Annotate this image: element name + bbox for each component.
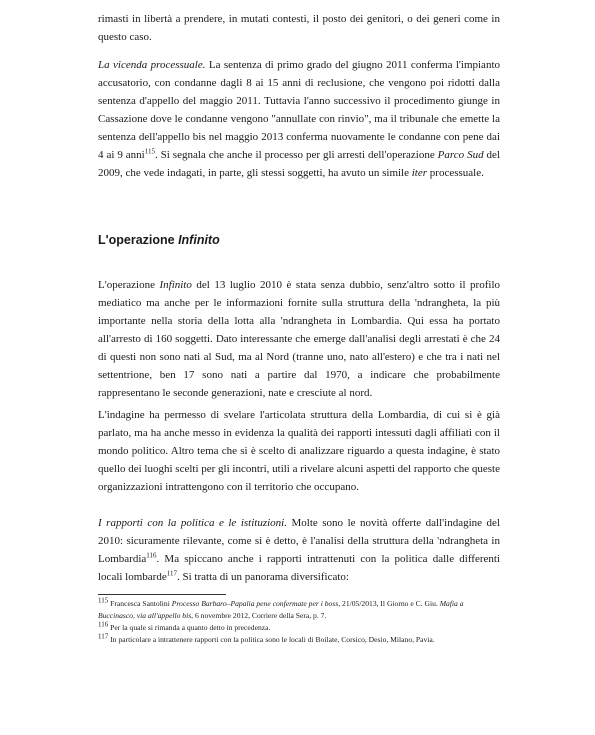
footnote-text: , 6 novembre 2012, Corriere della Sera, p. 7. <box>191 610 327 620</box>
paragraph-text: . Si segnala che anche il processo per gli arresti dell'operazione <box>154 149 438 161</box>
paragraph-text: processuale. <box>427 167 484 179</box>
footnote-117 <box>98 634 500 646</box>
paragraph-rapporti-politica <box>98 514 500 586</box>
emphasis: Infinito <box>159 279 192 291</box>
paragraph-indagine <box>98 406 500 496</box>
paragraph-lead: I rapporti con la politica e le istituzioni. <box>98 517 287 529</box>
footnote-ref[interactable]: 115 <box>144 147 155 156</box>
footnote-116 <box>98 622 500 634</box>
footnote-number: 117 <box>98 632 109 641</box>
paragraph-continuation <box>98 10 500 46</box>
emphasis: Parco Sud <box>437 149 484 161</box>
footnote-text: Francesca Santolini <box>108 599 172 608</box>
section-heading <box>98 233 220 247</box>
footnote-text: , 21/05/2013, Il Giorno e C. Giu. <box>338 599 440 608</box>
paragraph-text: Molte sono le novità offerte dall'indagine del 2010: sicuramente rilevante, come si è detto, è l'analisi della struttura della 'ndrangheta in Lombardia <box>98 517 500 565</box>
paragraph-text: del 13 luglio 2010 è stata senza dubbio, senz'altro sotto il profilo mediatico ma anche per le informazioni fornite sulla struttura della 'ndrangheta, la più importante nella storia della lotta alla 'ndrangheta in Lombardia. Qui essa ha portato all'arresto di 160 soggetti. Dato interessante che emerge dall'analisi degli arrestati è che 24 di questi non sono nati al Sud, ma al Nord (tranne uno, nato all'estero) e che tra i nati nel settentrione, ben 17 sono nati a partire dal 1970, a indicare che probabilmente rappresentano le seconde generazioni, nate e cresciute al nord. <box>98 279 500 399</box>
paragraph-text: L'operazione <box>98 279 160 291</box>
footnote-text: In particolare a intrattenere rapporti con la politica sono le locali di Boilate, Corsico, Desio, Milano, Pavia. <box>108 635 435 644</box>
paragraph-vicenda-processuale <box>98 56 500 182</box>
emphasis: iter <box>411 167 428 179</box>
footnote-emphasis: Mafia a Buccinasco, via all'appello bis <box>98 599 464 620</box>
footnote-115 <box>98 598 500 621</box>
footnote-emphasis: Processo Barbaro–Papalia pene confermate per i boss <box>171 599 339 608</box>
paragraph-text: . Si tratta di un panorama diversificato: <box>176 571 349 583</box>
footnote-ref[interactable]: 116 <box>146 551 157 560</box>
paragraph-text: del 2009, che vede indagati, in parte, gli stessi soggetti, ha avuto un simile <box>98 149 500 179</box>
paragraph-text: La sentenza di primo grado del giugno 2011 conferma l'impianto accusatorio, con condanne dagli 8 ai 15 anni di reclusione, che vengono poi ridotti dalla sentenza d'appello del maggio 2011. Tuttavia l'anno successivo il procedimento giunge in Cassazione dove le condanne vengono "annullate con rinvio", ma il tribunale che emette la sentenza dell'appello bis nel maggio 2013 conferma nuovamente le condanne con pene dai 4 ai 9 anni <box>98 59 500 161</box>
footnote-number: 115 <box>98 596 109 605</box>
paragraph-text: . Ma spiccano anche i rapporti intrattenuti con la politica dalle differenti locali lombarde <box>98 553 500 583</box>
paragraph-text: L'indagine ha permesso di svelare l'articolata struttura della Lombardia, di cui si è già parlato, ma ha anche messo in evidenza la qualità dei rapporti intessuti dagli affiliati con il mondo politico. Altro tema che si è scelto di analizzare riguardo a questa indagine, è stato quello dei luoghi scelti per gli incontri, utili a rivelare alcuni aspetti del rapporto che queste organizzazioni intrattengono con il territorio che occupano. <box>98 409 500 493</box>
footnote-text: Per la quale si rimanda a quanto detto in precedenza. <box>108 623 271 632</box>
paragraph-operazione <box>98 276 500 402</box>
footnote-divider <box>98 594 226 595</box>
footnote-ref[interactable]: 117 <box>166 569 177 578</box>
heading-emphasis: Infinito <box>178 233 220 247</box>
footnote-number: 116 <box>98 620 109 629</box>
paragraph-text: rimasti in libertà a prendere, in mutati contesti, il posto dei genitori, o dei generi come in questo caso. <box>98 13 500 43</box>
paragraph-lead: La vicenda processuale. <box>98 59 206 71</box>
heading-text: L'operazione <box>98 233 179 247</box>
